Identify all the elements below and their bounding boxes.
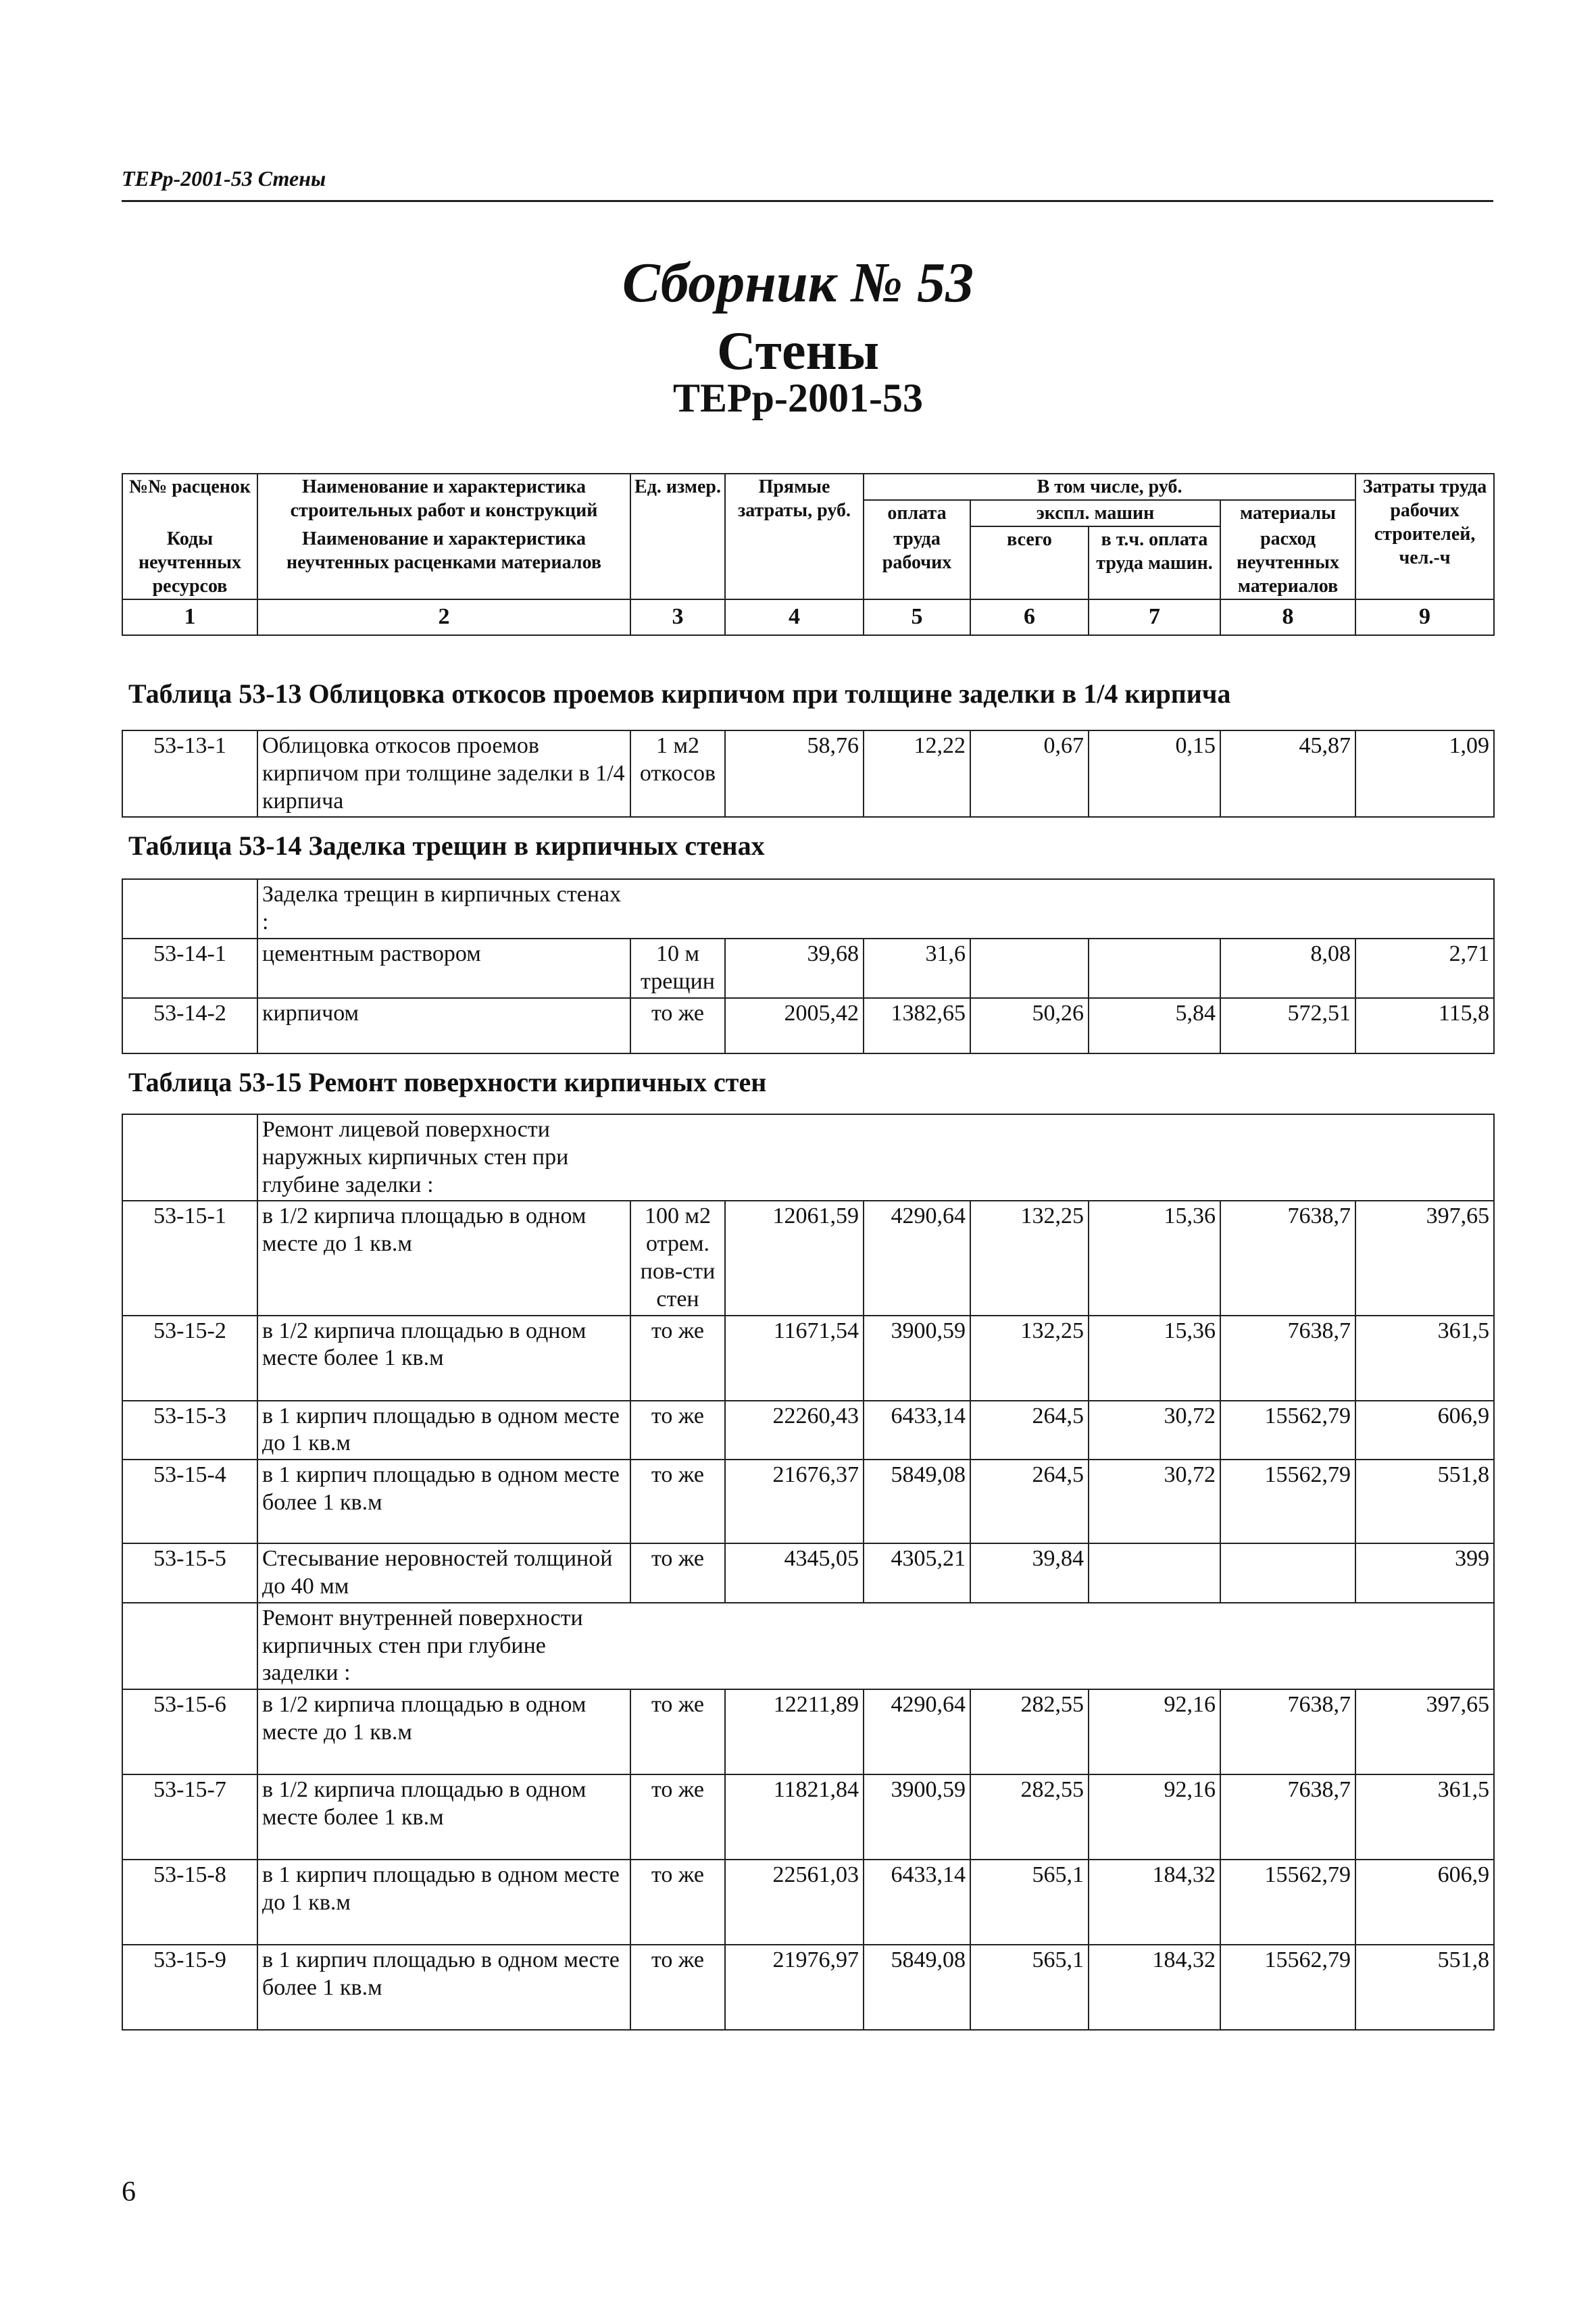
machines-wage: 30,72 xyxy=(1089,1460,1220,1543)
direct-costs: 2005,42 xyxy=(725,998,864,1053)
wage: 6433,14 xyxy=(864,1860,970,1945)
unit: 10 м трещин xyxy=(630,939,725,998)
rate-code: 53-15-3 xyxy=(122,1401,257,1460)
header-rule xyxy=(122,200,1493,202)
materials: 15562,79 xyxy=(1220,1460,1355,1543)
column-number: 5 xyxy=(864,599,970,635)
labor: 397,65 xyxy=(1355,1689,1494,1774)
machines-wage: 15,36 xyxy=(1089,1201,1220,1315)
header-wage: оплата xyxy=(864,500,970,526)
wage: 6433,14 xyxy=(864,1401,970,1460)
work-name: в 1 кирпич площадью в одном месте более 1 кв.м xyxy=(257,1945,630,2030)
group-row xyxy=(122,1114,1494,1201)
wage: 31,6 xyxy=(864,939,970,998)
work-name: в 1/2 кирпича площадью в одном месте более 1 кв.м xyxy=(257,1316,630,1401)
machines-total: 565,1 xyxy=(970,1945,1089,2030)
direct-costs: 12061,59 xyxy=(725,1201,864,1315)
table-row xyxy=(122,1543,1494,1603)
section-title-53-13: Таблица 53-13 Облицовка откосов проемов кирпичом при толщине заделки в 1/4 кирпича xyxy=(128,678,1231,709)
table-row xyxy=(122,1774,1494,1860)
section-title-53-15: Таблица 53-15 Ремонт поверхности кирпичных стен xyxy=(128,1067,767,1097)
work-name: в 1 кирпич площадью в одном месте более 1 кв.м xyxy=(257,1460,630,1543)
machines-wage: 184,32 xyxy=(1089,1860,1220,1945)
header-unit: Ед. измер. xyxy=(630,474,725,599)
header-materials-name: Наименование и характеристика неучтенных расценками материалов xyxy=(257,526,630,599)
work-name: в 1 кирпич площадью в одном месте до 1 кв.м xyxy=(257,1860,630,1945)
machines-total: 264,5 xyxy=(970,1460,1089,1543)
header-including-group: В том числе, руб. xyxy=(864,474,1355,500)
page-number: 6 xyxy=(122,2176,136,2208)
column-number: 7 xyxy=(1089,599,1220,635)
column-number: 2 xyxy=(257,599,630,635)
header-machines: экспл. машин xyxy=(970,500,1220,526)
work-name: в 1/2 кирпича площадью в одном месте более 1 кв.м xyxy=(257,1774,630,1860)
machines-wage: 15,36 xyxy=(1089,1316,1220,1401)
direct-costs: 11821,84 xyxy=(725,1774,864,1860)
header-wage-workers: труда рабочих xyxy=(864,526,970,599)
table-row xyxy=(122,1401,1494,1460)
machines-total: 132,25 xyxy=(970,1316,1089,1401)
rate-code: 53-15-6 xyxy=(122,1689,257,1774)
header-labor: Затраты труда рабочих строителей, чел.-ч xyxy=(1355,474,1494,599)
group-row xyxy=(122,1603,1494,1689)
wage: 3900,59 xyxy=(864,1316,970,1401)
labor: 2,71 xyxy=(1355,939,1494,998)
table-53-15 xyxy=(122,1114,1495,2031)
header-rates: №№ расценок xyxy=(122,474,257,526)
materials: 7638,7 xyxy=(1220,1201,1355,1315)
column-number: 9 xyxy=(1355,599,1494,635)
unit: то же xyxy=(630,1543,725,1603)
column-number: 1 xyxy=(122,599,257,635)
table-row xyxy=(122,1860,1494,1945)
labor: 551,8 xyxy=(1355,1460,1494,1543)
column-number: 3 xyxy=(630,599,725,635)
machines-total: 132,25 xyxy=(970,1201,1089,1315)
rate-code: 53-13-1 xyxy=(122,730,257,817)
unit: 1 м2 откосов xyxy=(630,730,725,817)
machines-wage: 184,32 xyxy=(1089,1945,1220,2030)
materials: 15562,79 xyxy=(1220,1401,1355,1460)
unit: то же xyxy=(630,1860,725,1945)
machines-wage: 0,15 xyxy=(1089,730,1220,817)
machines-wage xyxy=(1089,1543,1220,1603)
table-53-14 xyxy=(122,878,1495,1054)
header-materials-unaccounted: расход неучтенных материалов xyxy=(1220,526,1355,599)
machines-total: 264,5 xyxy=(970,1401,1089,1460)
labor: 399 xyxy=(1355,1543,1494,1603)
work-name: в 1/2 кирпича площадью в одном месте до 1 кв.м xyxy=(257,1689,630,1774)
machines-wage: 5,84 xyxy=(1089,998,1220,1053)
labor: 361,5 xyxy=(1355,1774,1494,1860)
direct-costs: 21676,37 xyxy=(725,1460,864,1543)
direct-costs: 21976,97 xyxy=(725,1945,864,2030)
column-number: 6 xyxy=(970,599,1089,635)
unit: то же xyxy=(630,1460,725,1543)
rate-code: 53-15-8 xyxy=(122,1860,257,1945)
machines-wage: 92,16 xyxy=(1089,1774,1220,1860)
unit: то же xyxy=(630,1945,725,2030)
machines-wage: 92,16 xyxy=(1089,1689,1220,1774)
materials: 572,51 xyxy=(1220,998,1355,1053)
header-resource-codes: Коды неучтенных ресурсов xyxy=(122,526,257,599)
materials: 8,08 xyxy=(1220,939,1355,998)
group-row xyxy=(122,879,1494,939)
header-direct-costs: Прямые затраты, руб. xyxy=(725,474,864,599)
section-title-53-14: Таблица 53-14 Заделка трещин в кирпичных стенах xyxy=(128,830,765,861)
work-name: в 1/2 кирпича площадью в одном месте до 1 кв.м xyxy=(257,1201,630,1315)
machines-total: 282,55 xyxy=(970,1689,1089,1774)
wage: 1382,65 xyxy=(864,998,970,1053)
direct-costs: 39,68 xyxy=(725,939,864,998)
rate-code: 53-15-1 xyxy=(122,1201,257,1315)
unit: то же xyxy=(630,1316,725,1401)
running-header: ТЕРр-2001-53 Стены xyxy=(122,166,326,191)
table-row xyxy=(122,1201,1494,1315)
column-number: 4 xyxy=(725,599,864,635)
work-name: кирпичом xyxy=(257,998,630,1053)
collection-title: Сборник № 53 xyxy=(622,251,974,314)
group-label: Заделка трещин в кирпичных стенах : xyxy=(257,879,630,939)
direct-costs: 12211,89 xyxy=(725,1689,864,1774)
wage: 3900,59 xyxy=(864,1774,970,1860)
table-row xyxy=(122,730,1494,817)
table-row xyxy=(122,998,1494,1053)
labor: 606,9 xyxy=(1355,1401,1494,1460)
header-materials: материалы xyxy=(1220,500,1355,526)
unit: то же xyxy=(630,998,725,1053)
table-row xyxy=(122,939,1494,998)
machines-total: 565,1 xyxy=(970,1860,1089,1945)
labor: 1,09 xyxy=(1355,730,1494,817)
wage: 5849,08 xyxy=(864,1460,970,1543)
materials: 7638,7 xyxy=(1220,1316,1355,1401)
wage: 4290,64 xyxy=(864,1689,970,1774)
collection-subject: Стены xyxy=(716,322,880,381)
materials: 7638,7 xyxy=(1220,1689,1355,1774)
direct-costs: 22260,43 xyxy=(725,1401,864,1460)
rate-code: 53-14-1 xyxy=(122,939,257,998)
materials: 15562,79 xyxy=(1220,1860,1355,1945)
labor: 115,8 xyxy=(1355,998,1494,1053)
header-machines-total: всего xyxy=(970,526,1089,599)
machines-total: 39,84 xyxy=(970,1543,1089,1603)
labor: 397,65 xyxy=(1355,1201,1494,1315)
table-53-13 xyxy=(122,730,1495,818)
labor: 361,5 xyxy=(1355,1316,1494,1401)
wage: 4290,64 xyxy=(864,1201,970,1315)
rate-code: 53-15-4 xyxy=(122,1460,257,1543)
machines-total xyxy=(970,939,1089,998)
collection-code: ТЕРр-2001-53 xyxy=(672,376,924,420)
column-header-table xyxy=(122,473,1495,636)
machines-total: 0,67 xyxy=(970,730,1089,817)
group-label: Ремонт лицевой поверхности наружных кирпичных стен при глубине заделки : xyxy=(257,1114,630,1201)
column-number: 8 xyxy=(1220,599,1355,635)
machines-total: 282,55 xyxy=(970,1774,1089,1860)
wage: 12,22 xyxy=(864,730,970,817)
table-row xyxy=(122,1460,1494,1543)
rate-code: 53-14-2 xyxy=(122,998,257,1053)
header-machines-wage: в т.ч. оплата труда машин. xyxy=(1089,526,1220,599)
machines-total: 50,26 xyxy=(970,998,1089,1053)
work-name: в 1 кирпич площадью в одном месте до 1 кв.м xyxy=(257,1401,630,1460)
unit: то же xyxy=(630,1401,725,1460)
unit: то же xyxy=(630,1689,725,1774)
labor: 606,9 xyxy=(1355,1860,1494,1945)
rate-code: 53-15-7 xyxy=(122,1774,257,1860)
materials: 15562,79 xyxy=(1220,1945,1355,2030)
table-row xyxy=(122,1689,1494,1774)
header-work-name: Наименование и характеристика строительных работ и конструкций xyxy=(257,474,630,526)
table-row xyxy=(122,1945,1494,2030)
direct-costs: 22561,03 xyxy=(725,1860,864,1945)
labor: 551,8 xyxy=(1355,1945,1494,2030)
materials: 45,87 xyxy=(1220,730,1355,817)
direct-costs: 11671,54 xyxy=(725,1316,864,1401)
table-row xyxy=(122,1316,1494,1401)
work-name: Стесывание неровностей толщиной до 40 мм xyxy=(257,1543,630,1603)
direct-costs: 58,76 xyxy=(725,730,864,817)
machines-wage xyxy=(1089,939,1220,998)
rate-code: 53-15-9 xyxy=(122,1945,257,2030)
unit: то же xyxy=(630,1774,725,1860)
wage: 4305,21 xyxy=(864,1543,970,1603)
work-name: цементным раствором xyxy=(257,939,630,998)
rate-code: 53-15-5 xyxy=(122,1543,257,1603)
unit: 100 м2 отрем. пов-сти стен xyxy=(630,1201,725,1315)
group-label: Ремонт внутренней поверхности кирпичных стен при глубине заделки : xyxy=(257,1603,630,1689)
materials xyxy=(1220,1543,1355,1603)
materials: 7638,7 xyxy=(1220,1774,1355,1860)
work-name: Облицовка откосов проемов кирпичом при толщине заделки в 1/4 кирпича xyxy=(257,730,630,817)
direct-costs: 4345,05 xyxy=(725,1543,864,1603)
wage: 5849,08 xyxy=(864,1945,970,2030)
machines-wage: 30,72 xyxy=(1089,1401,1220,1460)
rate-code: 53-15-2 xyxy=(122,1316,257,1401)
